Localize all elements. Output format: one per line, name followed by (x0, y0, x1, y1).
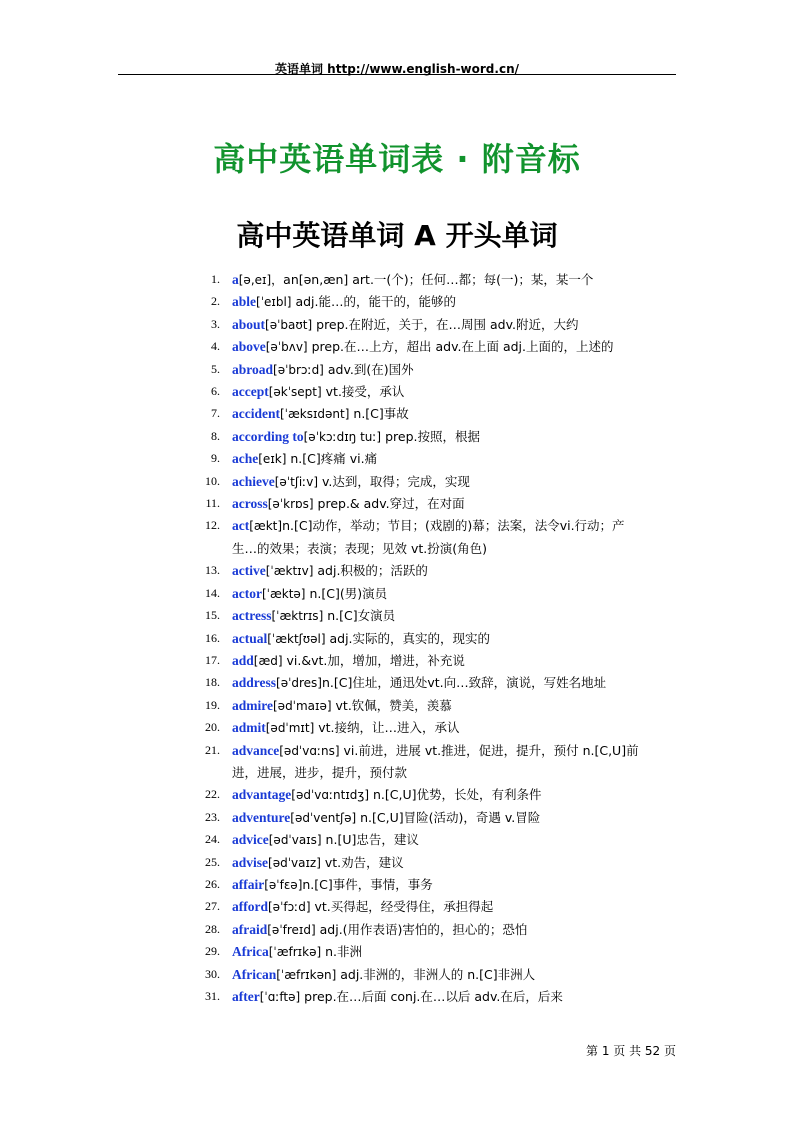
entry-word: affair (232, 876, 265, 892)
entry-definition: n.[C]女演员 (323, 608, 396, 624)
entry-definition: prep.按照，根据 (381, 428, 480, 444)
vocab-entry (196, 986, 646, 1008)
entry-phonetic: [əkˈsept] (268, 385, 322, 400)
entry-phonetic: [ˈɑːftə] (259, 990, 301, 1004)
entry-phonetic: [ədˈvaɪz] (268, 855, 321, 870)
entry-phonetic: [æd] (253, 653, 283, 668)
entry-definition: n.[C]事故 (349, 406, 409, 422)
entry-phonetic: [ədˈmaɪə] (273, 698, 332, 713)
entry-word: afford (232, 899, 268, 915)
entry-phonetic: [ə,eɪ]， (238, 273, 284, 287)
entry-definition: n.[C]疼痛 vi.痛 (286, 451, 378, 467)
entry-word: adventure (232, 809, 291, 825)
entry-phonetic: [ədˈmɪt] (265, 721, 315, 736)
vocab-entry (196, 583, 646, 605)
entry-word: afraid (232, 921, 268, 937)
entry-word: add (232, 652, 254, 668)
vocab-entry (196, 874, 646, 896)
entry-word: accept (232, 384, 269, 400)
entry-phonetic: [ˈæktrɪs] (271, 609, 324, 624)
entry-number: 21. (205, 742, 220, 757)
entry-word: achieve (232, 473, 275, 489)
entry-number: 25. (205, 854, 220, 869)
vocab-entry (196, 426, 646, 448)
entry-word: African (232, 966, 277, 982)
entry-phonetic: [ækt] (249, 519, 283, 534)
entry-definition: an[ən,æn] art.一(个)；任何…都；每(一)；某，某一个 (283, 272, 594, 287)
entry-word: ache (232, 451, 259, 467)
vocab-entry (196, 403, 646, 425)
vocab-entry (196, 493, 646, 515)
entry-number: 5. (211, 361, 220, 376)
page-header: 英语单词 http://www.english-word.cn/ (275, 62, 519, 76)
entry-definition: v.达到，取得；完成，实现 (318, 473, 470, 489)
entry-number: 14. (205, 585, 220, 600)
entry-word: admire (232, 697, 273, 713)
vocab-entry (196, 852, 646, 874)
entry-definition: n.非洲 (321, 944, 363, 960)
vocab-entry (196, 359, 646, 381)
entry-phonetic: [ˈeɪbl] (256, 295, 292, 310)
entry-number: 11. (205, 496, 220, 511)
entry-definition: n.[C]事件，事情，事务 (302, 876, 433, 892)
entry-number: 13. (205, 563, 220, 578)
entry-number: 10. (205, 473, 220, 488)
entry-number: 20. (205, 720, 220, 735)
entry-number: 8. (211, 428, 220, 443)
entry-phonetic: [eɪk] (258, 452, 287, 467)
entry-word: above (232, 339, 266, 355)
vocab-entry (196, 829, 646, 851)
vocab-entry (196, 628, 646, 650)
entry-definition: adj.非洲的，非洲人的 n.[C]非洲人 (336, 966, 536, 982)
entry-definition: adj.实际的，真实的，现实的 (325, 630, 491, 646)
vocab-entry (196, 471, 646, 493)
entry-number: 7. (211, 406, 220, 421)
vocabulary-list (196, 269, 646, 1008)
entry-phonetic: [əˈfɔːd] (268, 900, 311, 915)
vocab-entry (196, 807, 646, 829)
vocab-entry (196, 269, 646, 291)
entry-phonetic: [əˈfɛə] (264, 877, 303, 892)
entry-number: 16. (205, 630, 220, 645)
entry-phonetic: [əˈkɔːdɪŋ tuː] (303, 429, 382, 444)
entry-word: abroad (232, 361, 274, 377)
entry-word: advantage (232, 787, 292, 803)
entry-definition: vt.接受，承认 (321, 384, 405, 400)
entry-number: 3. (211, 316, 220, 331)
vocab-entry (196, 381, 646, 403)
entry-definition: vt.接纳，让…进入，承认 (314, 720, 460, 736)
entry-number: 31. (205, 989, 220, 1003)
entry-phonetic: [əˈbaʊt] (265, 317, 313, 332)
vocab-entry (196, 717, 646, 739)
entry-word: across (232, 496, 268, 512)
vocab-entry (196, 448, 646, 470)
entry-number: 27. (205, 899, 220, 914)
entry-word: act (232, 518, 250, 534)
entry-number: 1. (211, 272, 220, 286)
entry-phonetic: [ˈæksɪdənt] (280, 407, 350, 422)
entry-phonetic: [ədˈventʃə] (290, 810, 357, 825)
entry-word: Africa (232, 944, 269, 960)
entry-number: 18. (205, 675, 220, 690)
entry-phonetic: [əˈtʃiːv] (274, 474, 319, 489)
vocab-entry (196, 314, 646, 336)
entry-phonetic: [ˈæfrɪkə] (268, 945, 322, 960)
entry-number: 15. (205, 608, 220, 623)
entry-definition: vt.钦佩，赞美，羡慕 (331, 697, 452, 713)
entry-phonetic: [əˈdres] (276, 676, 322, 691)
entry-word: advance (232, 742, 280, 758)
entry-definition: n.[U]忠告，建议 (321, 832, 419, 848)
entry-number: 23. (205, 809, 220, 824)
entry-word: actress (232, 608, 272, 624)
vocab-entry (196, 784, 646, 806)
entry-definition: adv.到(在)国外 (323, 361, 414, 377)
vocab-entry (196, 672, 646, 694)
entry-word: actual (232, 630, 268, 646)
section-heading: 高中英语单词 A 开头单词 (236, 219, 558, 252)
entry-phonetic: [əˈbʌv] (265, 340, 308, 355)
entry-phonetic: [ədˈvɑːns] (279, 743, 340, 758)
entry-number: 29. (205, 944, 220, 959)
entry-word: actor (232, 585, 262, 601)
entry-phonetic: [ˈæktə] (261, 586, 306, 601)
entry-word: a (232, 272, 239, 287)
entry-phonetic: [əˈkrɒs] (267, 497, 314, 512)
entry-phonetic: [ˈæktʃʊəl] (267, 631, 326, 646)
entry-phonetic: [ədˈvɑːntɪdʒ] (291, 788, 370, 803)
vocab-entry (196, 605, 646, 627)
entry-word: about (232, 316, 266, 332)
entry-number: 30. (205, 966, 220, 981)
vocab-entry (196, 740, 646, 785)
entry-definition: prep.在附近，关于，在…周围 adv.附近，大约 (312, 316, 579, 332)
entry-definition: n.[C,U]优势，长处，有利条件 (369, 787, 542, 803)
entry-word: address (232, 675, 277, 691)
entry-phonetic: [əˈfreɪd] (267, 922, 316, 937)
entry-word: admit (232, 720, 266, 736)
entry-number: 12. (205, 518, 220, 533)
entry-word: advice (232, 832, 269, 848)
entry-word: advise (232, 854, 269, 870)
entry-number: 19. (205, 697, 220, 712)
vocab-entry (196, 515, 646, 560)
entry-word: accident (232, 406, 280, 422)
entry-definition: adj.能…的，能干的，能够的 (291, 294, 456, 310)
entry-definition: vt.买得起，经受得住，承担得起 (310, 899, 494, 915)
entry-number: 24. (205, 832, 220, 847)
entry-definition: prep.在…后面 conj.在…以后 adv.在后，后来 (300, 989, 563, 1004)
entry-phonetic: [ˈæfrɪkən] (276, 967, 337, 982)
entry-definition: adj.(用作表语)害怕的，担心的；恐怕 (315, 921, 528, 937)
entry-phonetic: [əˈbrɔːd] (273, 362, 324, 377)
entry-number: 6. (211, 384, 220, 399)
vocab-entry (196, 896, 646, 918)
entry-definition: vi.前进，进展 vt.推进，促进，提升，预付 n.[C,U]前进，进展，进步，提升，预付款 (232, 742, 639, 780)
vocab-entry (196, 695, 646, 717)
entry-definition: vi.&vt.加，增加，增进，补充说 (282, 652, 465, 668)
entry-word: according to (232, 428, 304, 444)
entry-definition: prep.& adv.穿过，在对面 (313, 496, 465, 512)
entry-number: 4. (211, 339, 220, 354)
entry-number: 26. (205, 876, 220, 891)
entry-word: after (232, 989, 260, 1004)
entry-word: active (232, 563, 266, 579)
entry-definition: n.[C]住址，通迅处vt.向…致辞，演说，写姓名地址 (321, 675, 607, 691)
entry-word: able (232, 294, 257, 310)
entry-number: 17. (205, 652, 220, 667)
page-footer: 第 1 页 共 52 页 (586, 1044, 676, 1058)
vocab-entry (196, 964, 646, 986)
vocab-entry (196, 560, 646, 582)
entry-number: 22. (205, 787, 220, 802)
entry-definition: prep.在…上方，超出 adv.在上面 adj.上面的，上述的 (307, 339, 614, 355)
entry-definition: adj.积极的；活跃的 (313, 563, 428, 579)
entry-number: 28. (205, 921, 220, 936)
vocab-entry (196, 291, 646, 313)
vocab-entry (196, 941, 646, 963)
entry-definition: n.[C,U]冒险(活动)，奇遇 v.冒险 (356, 809, 541, 825)
header-divider (118, 74, 676, 75)
entry-phonetic: [ədˈvaɪs] (268, 833, 322, 848)
document-title: 高中英语单词表 · 附音标 (213, 140, 581, 178)
entry-definition: vt.劝告，建议 (320, 854, 404, 870)
entry-number: 2. (211, 294, 220, 309)
vocab-entry (196, 650, 646, 672)
vocab-entry (196, 919, 646, 941)
entry-definition: n.[C]动作，举动；节目；(戏剧的)幕；法案，法令vi.行动；产生…的效果；表演；表现；见效 vt.扮演(角色) (232, 518, 625, 556)
entry-phonetic: [ˈæktɪv] (265, 564, 314, 579)
vocab-entry (196, 336, 646, 358)
entry-definition: n.[C](男)演员 (305, 585, 388, 601)
entry-number: 9. (211, 451, 220, 466)
